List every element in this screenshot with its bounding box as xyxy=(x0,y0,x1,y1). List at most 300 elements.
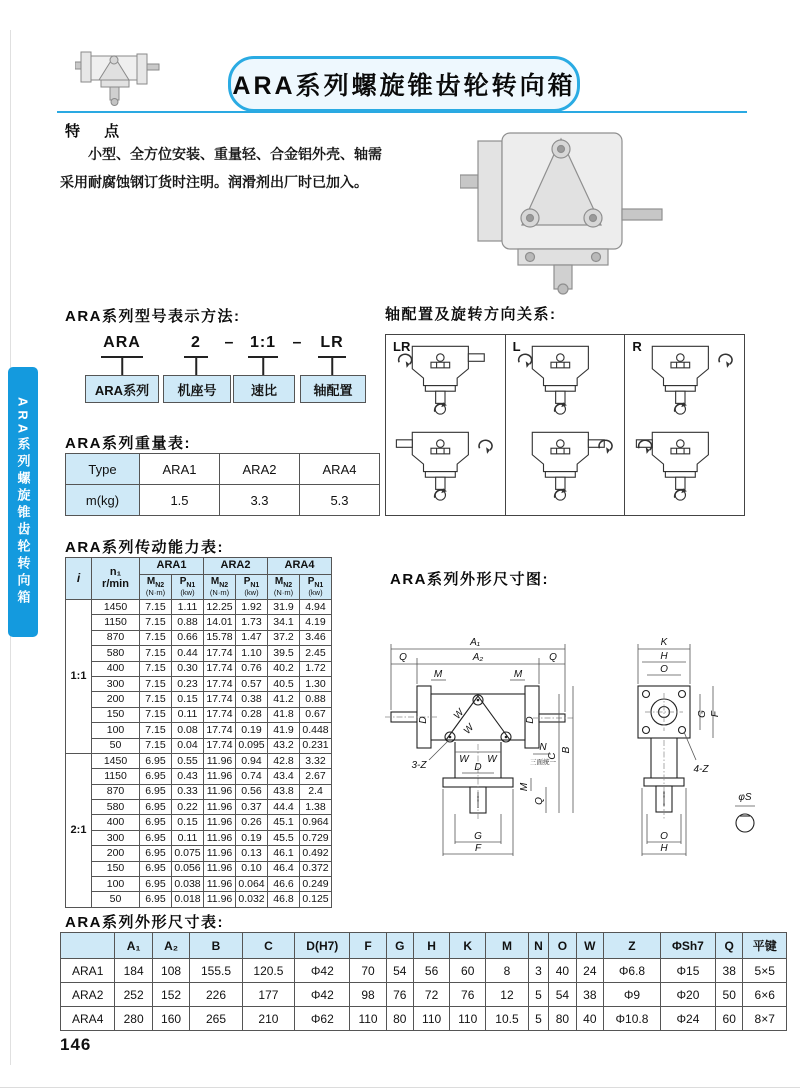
col-pn1: $P_{N1}$ (kw) xyxy=(172,575,204,600)
ratio-cell: 1:1 xyxy=(66,600,92,754)
front-view-drawing xyxy=(385,637,573,856)
col-mn2: $M_{N2}$ (N·m) xyxy=(268,575,300,600)
dim-row-label: ARA4 xyxy=(61,1007,115,1031)
page-title: ARA系列螺旋锥齿轮转向箱 xyxy=(232,72,576,100)
capacity-cell: 0.08 xyxy=(172,723,204,738)
capacity-cell: 2.45 xyxy=(300,646,332,661)
col-n1 xyxy=(92,558,140,600)
code-dash: – xyxy=(224,334,234,351)
capacity-row xyxy=(66,784,332,799)
capacity-cell: 1450 xyxy=(92,600,140,615)
dim-table-head-row xyxy=(61,933,787,959)
dim-col-header: W xyxy=(576,933,603,959)
shaft-config-panel xyxy=(385,334,745,516)
capacity-cell: 3.32 xyxy=(300,753,332,768)
dim-row xyxy=(61,1007,787,1031)
capacity-cell: 6.95 xyxy=(140,815,172,830)
capacity-cell: 2.67 xyxy=(300,769,332,784)
group-ara4: ARA4 xyxy=(268,558,332,575)
capacity-cell: 0.13 xyxy=(236,846,268,861)
capacity-cell: 0.032 xyxy=(236,892,268,907)
capacity-row xyxy=(66,892,332,907)
capacity-cell: 15.78 xyxy=(204,630,236,645)
capacity-cell: 7.15 xyxy=(140,723,172,738)
dim-col-header: D(H7) xyxy=(295,933,350,959)
col-i: i xyxy=(66,558,92,600)
capacity-cell: 300 xyxy=(92,676,140,691)
capacity-cell: 6.95 xyxy=(140,830,172,845)
dim-cell: 265 xyxy=(190,1007,242,1031)
capacity-cell: 6.95 xyxy=(140,753,172,768)
capacity-cell: 17.74 xyxy=(204,676,236,691)
capacity-row xyxy=(66,692,332,707)
variant-label: LR xyxy=(393,339,411,354)
capacity-cell: 46.8 xyxy=(268,892,300,907)
capacity-cell: 0.56 xyxy=(236,784,268,799)
gearbox-thumbnail-illustration xyxy=(75,38,167,106)
capacity-cell: 12.25 xyxy=(204,600,236,615)
code-label-series: ARA系列 xyxy=(85,375,159,403)
code-label-shaft: 轴配置 xyxy=(300,375,366,403)
dim-row-label: ARA1 xyxy=(61,959,115,983)
dim-label: W xyxy=(459,754,469,765)
capacity-cell: 7.15 xyxy=(140,630,172,645)
capacity-cell: 0.372 xyxy=(300,861,332,876)
capacity-cell: 40.2 xyxy=(268,661,300,676)
capacity-cell: 150 xyxy=(92,707,140,722)
n1-unit: r/min xyxy=(102,577,129,590)
capacity-cell: 11.96 xyxy=(204,753,236,768)
dim-col-header xyxy=(61,933,115,959)
capacity-cell: 100 xyxy=(92,723,140,738)
rotation-schematic xyxy=(633,423,737,509)
features-line2: 采用耐腐蚀钢订货时注明。润滑剂出厂时已加入。 xyxy=(60,174,368,190)
capacity-cell: 41.2 xyxy=(268,692,300,707)
model-code-diagram xyxy=(85,334,365,404)
capacity-cell: 0.55 xyxy=(172,753,204,768)
capacity-row xyxy=(66,800,332,815)
code-connector xyxy=(121,358,123,375)
weight-value: 5.3 xyxy=(300,485,380,516)
capacity-cell: 11.96 xyxy=(204,769,236,784)
capacity-cell: 6.95 xyxy=(140,892,172,907)
capacity-cell: 31.9 xyxy=(268,600,300,615)
capacity-cell: 11.96 xyxy=(204,877,236,892)
dim-cell: 76 xyxy=(386,983,413,1007)
dim-label: K xyxy=(660,637,668,648)
rotation-schematic xyxy=(513,423,617,509)
dim-col-header: B xyxy=(190,933,242,959)
capacity-cell: 43.2 xyxy=(268,738,300,753)
dim-cell: Φ9 xyxy=(604,983,661,1007)
capacity-cell: 17.74 xyxy=(204,661,236,676)
dim-col-header: Z xyxy=(604,933,661,959)
col-pn1: $P_{N1}$ (kw) xyxy=(300,575,332,600)
dim-cell: 56 xyxy=(414,959,450,983)
capacity-cell: 100 xyxy=(92,877,140,892)
dim-cell: 76 xyxy=(450,983,486,1007)
shaft-config-cell-r xyxy=(625,335,744,515)
capacity-row xyxy=(66,846,332,861)
capacity-cell: 0.23 xyxy=(172,676,204,691)
dim-cell: 38 xyxy=(576,983,603,1007)
capacity-cell: 11.96 xyxy=(204,846,236,861)
capacity-cell: 11.96 xyxy=(204,892,236,907)
dim-cell: 60 xyxy=(450,959,486,983)
capacity-cell: 43.8 xyxy=(268,784,300,799)
dim-cell: Φ42 xyxy=(295,959,350,983)
capacity-cell: 870 xyxy=(92,630,140,645)
dim-label: M xyxy=(519,782,530,792)
dim-row xyxy=(61,959,787,983)
capacity-cell: 0.26 xyxy=(236,815,268,830)
capacity-cell: 14.01 xyxy=(204,615,236,630)
weight-table-heading: ARA系列重量表: xyxy=(65,435,191,452)
capacity-cell: 0.249 xyxy=(300,877,332,892)
capacity-cell: 1.30 xyxy=(300,676,332,691)
capacity-cell: 41.8 xyxy=(268,707,300,722)
dim-cell: 6×6 xyxy=(743,983,787,1007)
dim-cell: 8×7 xyxy=(743,1007,787,1031)
capacity-cell: 0.94 xyxy=(236,753,268,768)
capacity-row xyxy=(66,707,332,722)
dim-label: A₂ xyxy=(472,652,484,663)
dim-label: Q xyxy=(534,797,545,805)
dim-cell: 10.5 xyxy=(486,1007,528,1031)
capacity-cell: 46.1 xyxy=(268,846,300,861)
features-line1: 小型、全方位安装、重量轻、合金铝外壳、轴需 xyxy=(88,146,382,162)
side-tab xyxy=(8,367,38,637)
dim-cell: 24 xyxy=(576,959,603,983)
dim-cell: 70 xyxy=(350,959,386,983)
capacity-cell: 0.075 xyxy=(172,846,204,861)
dim-col-header: A₁ xyxy=(115,933,152,959)
dim-cell: 152 xyxy=(152,983,189,1007)
page-title-banner xyxy=(228,56,580,112)
capacity-cell: 1.10 xyxy=(236,646,268,661)
dimension-drawing xyxy=(383,592,787,890)
dim-label: 4-Z xyxy=(693,764,709,775)
capacity-cell: 43.4 xyxy=(268,769,300,784)
capacity-row xyxy=(66,877,332,892)
dim-cell: 3 xyxy=(528,959,548,983)
product-photo-illustration xyxy=(460,113,668,295)
capacity-cell: 1.92 xyxy=(236,600,268,615)
capacity-cell: 150 xyxy=(92,861,140,876)
dim-cell: 12 xyxy=(486,983,528,1007)
capacity-cell: 11.96 xyxy=(204,784,236,799)
dim-label: D xyxy=(418,716,429,724)
dim-label: Q xyxy=(549,652,557,663)
dim-label: F xyxy=(710,710,721,718)
dim-cell: Φ10.8 xyxy=(604,1007,661,1031)
model-code-heading: ARA系列型号表示方法: xyxy=(65,308,241,325)
capacity-cell: 0.19 xyxy=(236,723,268,738)
code-label-ratio: 速比 xyxy=(233,375,295,403)
capacity-cell: 0.11 xyxy=(172,707,204,722)
dim-cell: 110 xyxy=(350,1007,386,1031)
capacity-cell: 200 xyxy=(92,846,140,861)
dim-cell: 40 xyxy=(549,959,576,983)
dim-col-header: Q xyxy=(715,933,742,959)
side-tab-label: ARA系列螺旋锥齿轮转向箱 xyxy=(15,396,31,608)
weight-col: ARA4 xyxy=(300,454,380,485)
dim-cell: 40 xyxy=(576,1007,603,1031)
dim-cell: 72 xyxy=(414,983,450,1007)
dim-note: 三面统一 xyxy=(530,759,556,766)
dim-label: M xyxy=(513,669,523,680)
capacity-row xyxy=(66,738,332,753)
capacity-cell: 0.095 xyxy=(236,738,268,753)
dim-table-heading: ARA系列外形尺寸表: xyxy=(65,914,224,931)
capacity-cell: 3.46 xyxy=(300,630,332,645)
rotation-schematic xyxy=(393,423,497,509)
capacity-cell: 7.15 xyxy=(140,661,172,676)
capacity-row xyxy=(66,723,332,738)
dim-cell: 98 xyxy=(350,983,386,1007)
capacity-cell: 6.95 xyxy=(140,800,172,815)
capacity-row xyxy=(66,830,332,845)
capacity-cell: 46.6 xyxy=(268,877,300,892)
capacity-cell: 0.67 xyxy=(300,707,332,722)
dim-label: H xyxy=(660,843,668,854)
shaft-config-heading: 轴配置及旋转方向关系: xyxy=(385,306,557,323)
capacity-cell: 0.04 xyxy=(172,738,204,753)
dim-label: W xyxy=(461,722,477,737)
capacity-row xyxy=(66,661,332,676)
dim-cell: Φ62 xyxy=(295,1007,350,1031)
capacity-cell: 50 xyxy=(92,738,140,753)
col-pn1: $P_{N1}$ (kw) xyxy=(236,575,268,600)
dim-col-header: F xyxy=(350,933,386,959)
capacity-cell: 17.74 xyxy=(204,723,236,738)
dim-figure-heading: ARA系列外形尺寸图: xyxy=(390,571,549,588)
capacity-row xyxy=(66,646,332,661)
code-part-shaft: LR xyxy=(320,334,344,351)
rotation-schematic xyxy=(633,337,737,423)
dim-cell: 38 xyxy=(715,959,742,983)
dim-label: B xyxy=(561,746,572,754)
rotation-schematic xyxy=(513,337,617,423)
code-label-frame: 机座号 xyxy=(163,375,231,403)
capacity-cell: 0.231 xyxy=(300,738,332,753)
code-connector xyxy=(331,358,333,375)
capacity-cell: 40.5 xyxy=(268,676,300,691)
dim-col-header: ΦSh7 xyxy=(660,933,715,959)
capacity-cell: 7.15 xyxy=(140,600,172,615)
capacity-cell: 7.15 xyxy=(140,738,172,753)
dim-label: O xyxy=(660,664,668,675)
page-number: 146 xyxy=(60,1035,92,1054)
dim-label: φS xyxy=(738,792,752,803)
capacity-cell: 0.22 xyxy=(172,800,204,815)
dim-cell: Φ24 xyxy=(660,1007,715,1031)
capacity-cell: 1.73 xyxy=(236,615,268,630)
dim-cell: 54 xyxy=(386,959,413,983)
capacity-cell: 580 xyxy=(92,646,140,661)
capacity-cell: 0.492 xyxy=(300,846,332,861)
capacity-cell: 7.15 xyxy=(140,692,172,707)
dim-label: D xyxy=(474,762,482,773)
capacity-cell: 0.37 xyxy=(236,800,268,815)
capacity-cell: 200 xyxy=(92,692,140,707)
dim-label: W xyxy=(487,754,497,765)
capacity-cell: 0.74 xyxy=(236,769,268,784)
dim-cell: 8 xyxy=(486,959,528,983)
weight-col: ARA1 xyxy=(140,454,220,485)
capacity-cell: 0.964 xyxy=(300,815,332,830)
capacity-cell: 0.66 xyxy=(172,630,204,645)
variant-label: L xyxy=(512,339,521,354)
dim-label: G xyxy=(474,831,482,842)
capacity-cell: 7.15 xyxy=(140,615,172,630)
dim-col-header: K xyxy=(450,933,486,959)
dim-col-header: A₂ xyxy=(152,933,189,959)
capacity-cell: 0.88 xyxy=(300,692,332,707)
dim-label: G xyxy=(697,710,708,718)
capacity-row xyxy=(66,753,332,768)
col-mn2: $M_{N2}$ (N·m) xyxy=(140,575,172,600)
capacity-row xyxy=(66,676,332,691)
dim-cell: 184 xyxy=(115,959,152,983)
dim-cell: 280 xyxy=(115,1007,152,1031)
weight-value-row xyxy=(66,485,380,516)
dim-cell: 110 xyxy=(450,1007,486,1031)
capacity-cell: 1.38 xyxy=(300,800,332,815)
capacity-cell: 7.15 xyxy=(140,676,172,691)
code-part-series: ARA xyxy=(103,334,141,351)
capacity-cell: 0.19 xyxy=(236,830,268,845)
capacity-cell: 6.95 xyxy=(140,877,172,892)
dim-label: N xyxy=(539,742,547,753)
code-connector xyxy=(262,358,264,375)
capacity-cell: 0.729 xyxy=(300,830,332,845)
dim-cell: Φ20 xyxy=(660,983,715,1007)
capacity-cell: 0.76 xyxy=(236,661,268,676)
code-part-ratio: 1:1 xyxy=(249,334,277,351)
capacity-cell: 50 xyxy=(92,892,140,907)
capacity-row xyxy=(66,861,332,876)
dim-cell: 120.5 xyxy=(242,959,294,983)
capacity-cell: 11.96 xyxy=(204,800,236,815)
capacity-cell: 4.94 xyxy=(300,600,332,615)
capacity-cell: 34.1 xyxy=(268,615,300,630)
capacity-cell: 300 xyxy=(92,830,140,845)
dim-cell: 5 xyxy=(528,983,548,1007)
dim-cell: 60 xyxy=(715,1007,742,1031)
dim-cell: 5×5 xyxy=(743,959,787,983)
capacity-table xyxy=(65,557,332,908)
capacity-row xyxy=(66,769,332,784)
dim-cell: 177 xyxy=(242,983,294,1007)
dim-cell: 54 xyxy=(549,983,576,1007)
capacity-cell: 6.95 xyxy=(140,769,172,784)
code-part-frame: 2 xyxy=(191,334,201,351)
capacity-cell: 1450 xyxy=(92,753,140,768)
dim-label: W xyxy=(451,707,467,722)
capacity-cell: 0.57 xyxy=(236,676,268,691)
dim-col-header: 平键 xyxy=(743,933,787,959)
capacity-cell: 0.10 xyxy=(236,861,268,876)
capacity-cell: 0.33 xyxy=(172,784,204,799)
ratio-cell: 2:1 xyxy=(66,753,92,907)
capacity-cell: 0.11 xyxy=(172,830,204,845)
dim-row-label: ARA2 xyxy=(61,983,115,1007)
dim-cell: 50 xyxy=(715,983,742,1007)
capacity-cell: 11.96 xyxy=(204,815,236,830)
dim-label: O xyxy=(660,831,668,842)
capacity-cell: 6.95 xyxy=(140,861,172,876)
col-mn2: $M_{N2}$ (N·m) xyxy=(204,575,236,600)
capacity-cell: 42.8 xyxy=(268,753,300,768)
capacity-cell: 7.15 xyxy=(140,707,172,722)
weight-value: 3.3 xyxy=(220,485,300,516)
capacity-cell: 11.96 xyxy=(204,830,236,845)
capacity-cell: 0.28 xyxy=(236,707,268,722)
capacity-cell: 1.47 xyxy=(236,630,268,645)
capacity-cell: 0.448 xyxy=(300,723,332,738)
dim-label: D xyxy=(525,716,536,724)
group-ara1: ARA1 xyxy=(140,558,204,575)
capacity-cell: 0.038 xyxy=(172,877,204,892)
capacity-cell: 1.11 xyxy=(172,600,204,615)
dim-cell: 226 xyxy=(190,983,242,1007)
capacity-cell: 0.15 xyxy=(172,815,204,830)
side-view-drawing xyxy=(638,637,755,856)
dim-col-header: M xyxy=(486,933,528,959)
dim-label: C xyxy=(547,752,558,760)
capacity-row xyxy=(66,815,332,830)
capacity-cell: 39.5 xyxy=(268,646,300,661)
capacity-cell: 44.4 xyxy=(268,800,300,815)
capacity-cell: 7.15 xyxy=(140,646,172,661)
dim-cell: 155.5 xyxy=(190,959,242,983)
capacity-cell: 2.4 xyxy=(300,784,332,799)
capacity-row xyxy=(66,600,332,615)
variant-label: R xyxy=(632,339,642,354)
capacity-cell: 41.9 xyxy=(268,723,300,738)
shaft-config-cell-l xyxy=(506,335,626,515)
capacity-cell: 17.74 xyxy=(204,646,236,661)
capacity-cell: 11.96 xyxy=(204,861,236,876)
dim-col-header: C xyxy=(242,933,294,959)
capacity-header-row1 xyxy=(66,558,332,575)
capacity-cell: 0.30 xyxy=(172,661,204,676)
dim-cell: Φ6.8 xyxy=(604,959,661,983)
capacity-cell: 0.15 xyxy=(172,692,204,707)
capacity-cell: 6.95 xyxy=(140,846,172,861)
dim-cell: 210 xyxy=(242,1007,294,1031)
dim-table-body xyxy=(61,959,787,1031)
code-connector xyxy=(195,358,197,375)
capacity-table-heading: ARA系列传动能力表: xyxy=(65,539,224,556)
dim-label: M xyxy=(433,669,443,680)
capacity-cell: 580 xyxy=(92,800,140,815)
n1-symbol: n₁ xyxy=(109,565,122,578)
weight-value: 1.5 xyxy=(140,485,220,516)
capacity-cell: 0.44 xyxy=(172,646,204,661)
dim-cell: 80 xyxy=(549,1007,576,1031)
capacity-cell: 0.018 xyxy=(172,892,204,907)
capacity-row xyxy=(66,630,332,645)
group-ara2: ARA2 xyxy=(204,558,268,575)
dim-col-header: O xyxy=(549,933,576,959)
dim-cell: 80 xyxy=(386,1007,413,1031)
dim-cell: 252 xyxy=(115,983,152,1007)
code-dash: – xyxy=(292,334,302,351)
dim-label: H xyxy=(660,651,668,662)
features-text xyxy=(60,140,460,196)
